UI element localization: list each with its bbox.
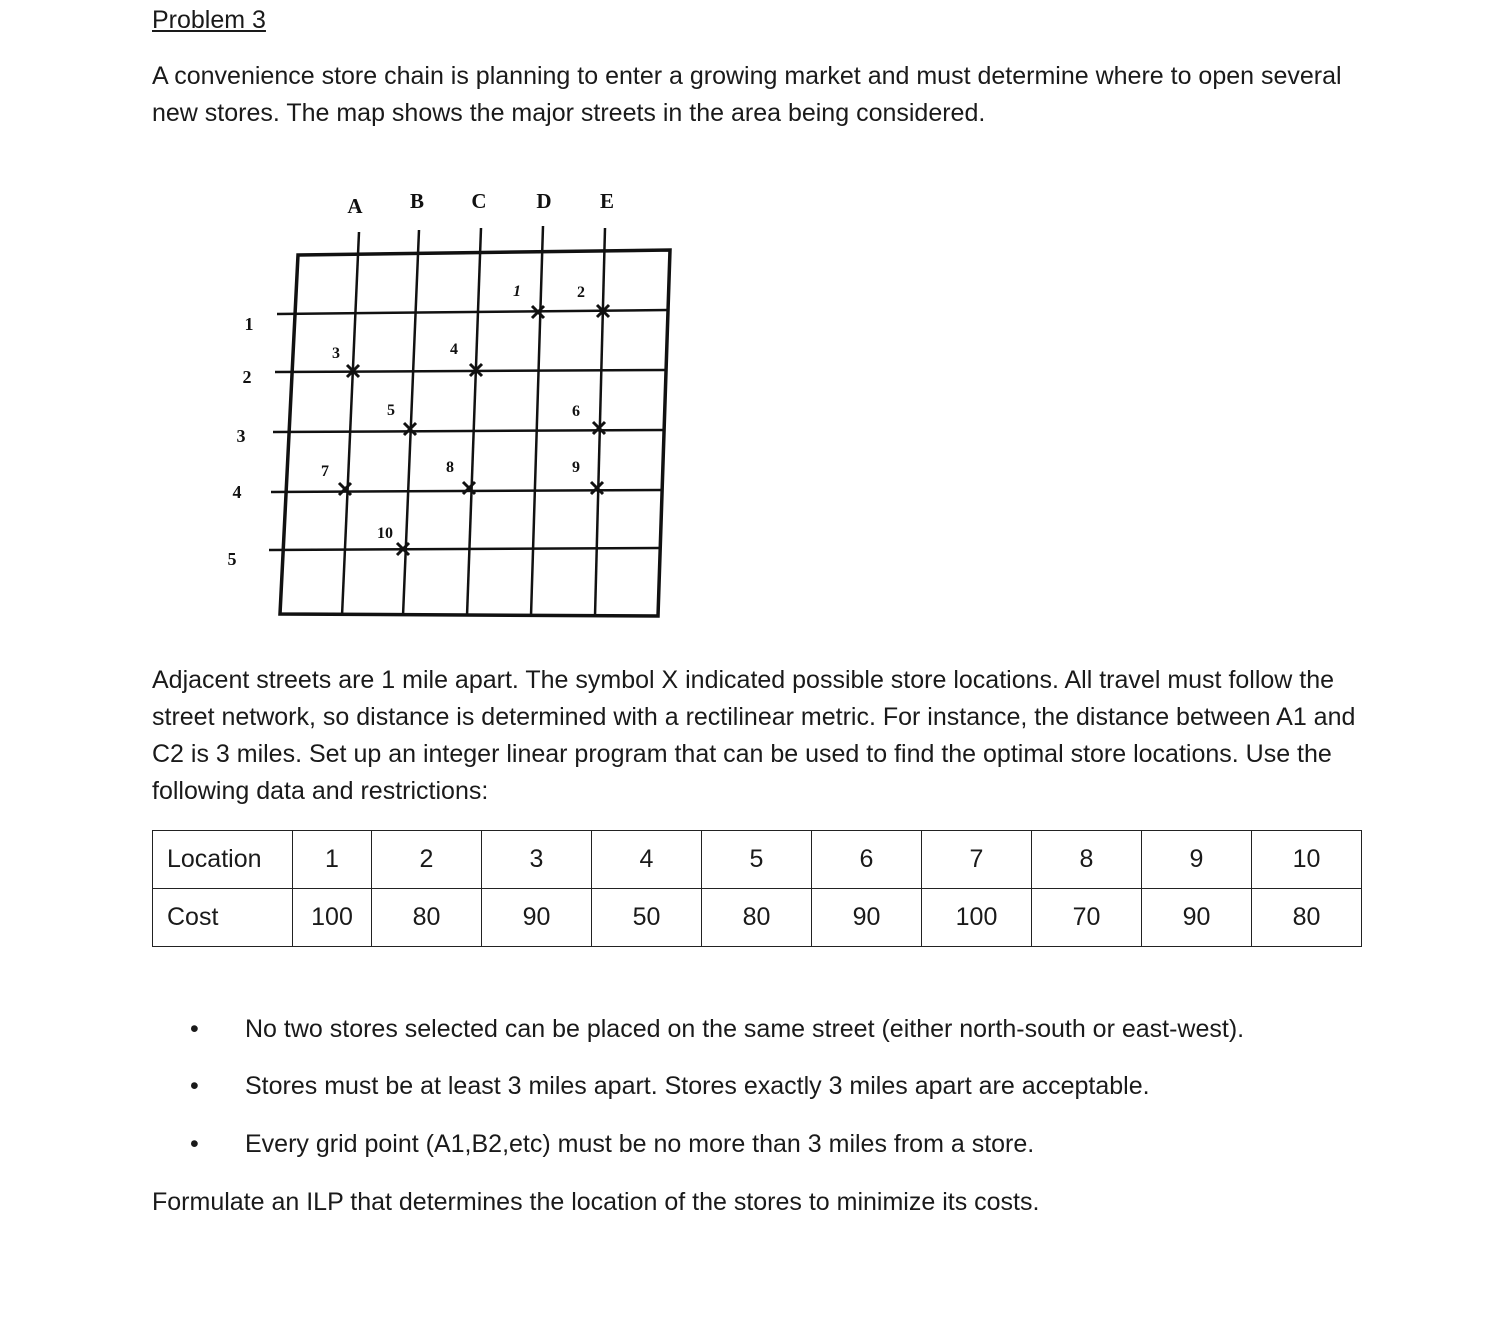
table-cell: 7: [922, 831, 1032, 889]
table-row-cost: [153, 889, 1362, 947]
row-label-4: 4: [232, 482, 242, 502]
location-label-10: 10: [377, 525, 393, 542]
row-label-3: 3: [236, 426, 246, 446]
row-label-5: 5: [227, 549, 237, 569]
table-cell: 10: [1252, 831, 1362, 889]
table-cell: 2: [372, 831, 482, 889]
closing-paragraph: Formulate an ILP that determines the location of the stores to minimize its costs.: [152, 1188, 1040, 1216]
table-cell: 6: [812, 831, 922, 889]
street-5: [269, 548, 660, 550]
cost-table: [152, 830, 1362, 947]
bullet-text: Every grid point (A1,B2,etc) must be no more than 3 miles from a store.: [245, 1130, 1035, 1158]
street-1: [277, 310, 668, 314]
row-label-1: 1: [244, 314, 254, 334]
location-label-6: 6: [572, 403, 580, 420]
street-3: [273, 430, 664, 432]
street-map: [205, 180, 685, 630]
location-marker-7: [339, 483, 351, 495]
col-label-E: E: [599, 189, 615, 213]
table-cell: 80: [1252, 889, 1362, 947]
bullet-text: Stores must be at least 3 miles apart. Stores exactly 3 miles apart are acceptable.: [245, 1072, 1150, 1100]
table-cell: 80: [702, 889, 812, 947]
col-label-B: B: [409, 189, 425, 213]
location-label-5: 5: [387, 402, 395, 419]
row-label-2: 2: [242, 367, 252, 387]
col-label-C: C: [471, 189, 487, 213]
street-2: [275, 370, 666, 372]
table-row-location: [153, 831, 1362, 889]
col-label-D: D: [536, 189, 552, 213]
street-C: [467, 228, 481, 616]
table-header-cost: Cost: [153, 889, 293, 947]
table-cell: 5: [702, 831, 812, 889]
location-label-4: 4: [450, 341, 458, 358]
bullet-dot: •: [190, 1015, 199, 1043]
bullet-item: [190, 1069, 1150, 1103]
table-cell: 1: [293, 831, 372, 889]
table-cell: 70: [1032, 889, 1142, 947]
street-A: [342, 232, 359, 616]
table-cell: 50: [592, 889, 702, 947]
location-label-3: 3: [332, 345, 340, 362]
location-label-1: 1: [513, 283, 521, 300]
bullet-item: [190, 1012, 1244, 1046]
table-cell: 9: [1142, 831, 1252, 889]
location-label-7: 7: [321, 463, 329, 480]
location-label-9: 9: [572, 459, 580, 476]
bullet-dot: •: [190, 1130, 199, 1158]
location-label-2: 2: [577, 284, 585, 301]
table-cell: 3: [482, 831, 592, 889]
table-header-location: Location: [153, 831, 293, 889]
intro-paragraph: A convenience store chain is planning to enter a growing market and must determine where to open several new stores. The map shows the major streets in the area being considered.: [152, 62, 1342, 127]
problem-heading: Problem 3: [152, 6, 266, 34]
street-D: [531, 226, 543, 616]
table-cell: 4: [592, 831, 702, 889]
table-cell: 90: [482, 889, 592, 947]
body-paragraph: Adjacent streets are 1 mile apart. The symbol X indicated possible store locations. All travel must follow the street network, so distance is determined with a rectilinear metric. For instance, the distance between A1 and C2 is 3 miles. Set up an integer linear program that can be used to find the optimal store locations. Use the following data and restrictions:: [152, 666, 1356, 805]
table-cell: 90: [812, 889, 922, 947]
table-cell: 100: [293, 889, 372, 947]
col-label-A: A: [347, 194, 363, 218]
map-frame: [280, 250, 670, 616]
bullet-dot: •: [190, 1072, 199, 1100]
table-cell: 8: [1032, 831, 1142, 889]
table-cell: 100: [922, 889, 1032, 947]
table-cell: 90: [1142, 889, 1252, 947]
bullet-item: [190, 1127, 1034, 1161]
bullet-text: No two stores selected can be placed on the same street (either north-south or east-west).: [245, 1015, 1245, 1043]
table-cell: 80: [372, 889, 482, 947]
location-label-8: 8: [446, 459, 454, 476]
